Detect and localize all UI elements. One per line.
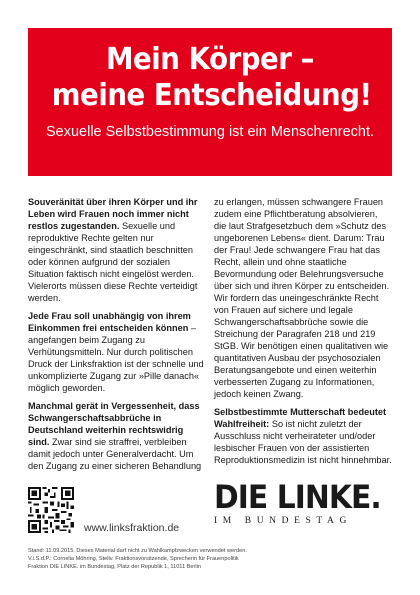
paragraph [28, 310, 204, 394]
paragraph-lead: Jede Frau soll unabhängig von ihrem Einkommen frei entscheiden können [28, 311, 191, 333]
paragraph [214, 196, 392, 400]
subheadline: Sexuelle Selbstbestimmung ist ein Menschenrecht. [45, 124, 375, 140]
imprint-line: Fraktion DIE LINKE. im Bundestag, Platz der Republik 1, 11011 Berlin [28, 564, 201, 570]
paragraph [28, 400, 204, 472]
website-link[interactable]: www.linksfraktion.de [84, 522, 180, 534]
paragraph-lead: Souveränität über ihren Körper und ihr Leben wird Frauen noch immer nicht restlos zugestanden. [28, 197, 198, 231]
paragraph [28, 196, 204, 304]
headline-banner [28, 28, 392, 176]
left-column [28, 196, 204, 478]
paragraph-lead: Manchmal gerät in Vergessenheit, dass Schwangerschaftsabbrüche in Deutschland weiterhin rechtswidrig sind. [28, 401, 200, 447]
headline-line-1: Mein Körper – [106, 42, 314, 77]
imprint-line: V.i.S.d.P.: Cornelia Möhring, Stellv. Fraktionsvorsitzende, Sprecherin für Frauenpolitik [28, 556, 239, 562]
paragraph-lead: Selbstbestimmte Mutterschaft bedeutet Wahlfreiheit: [214, 407, 387, 429]
imprint-line: Stand: 11.09.2015. Dieses Material darf nicht zu Wahlkampfzwecken verwendet werden. [28, 548, 247, 554]
paragraph-text: zu erlangen, müssen schwangere Frauen zudem eine Pflichtberatung absolvieren, die laut Strafgesetzbuch dem »Schutz des ungeborenen Lebens« dient. Darum: Trau der Frau! Jede schwangere Frau hat das Recht, allein und ohne staatliche Bevormundung oder Belehrungsversuche über sich und ihren Körper zu entscheiden. Wir fordern das uneingeschränkte Recht von Frauen auf sichere und legale Schwangerschaftsabbrüche sowie die Streichung der Paragrafen 218 und 219 StGB. Wir benötigen einen qualitativen wie quantitativen Ausbau der psychosozialen Beratungsangebote und einen weiterhin verbesserten Zugang zu Informationen, jedoch keinen Zwang. [214, 197, 390, 399]
die-linke-logo [214, 480, 394, 526]
imprint-footer [28, 547, 328, 571]
paragraph-text: Sexuelle und reproduktive Rechte gelten nur eingeschränkt, sind staatlich beschnitten oder können aufgrund der sozialen Situation faktisch nicht eingelöst werden. Vielerorts müssen diese Rechte verteidigt werden. [28, 221, 198, 303]
headline-line-2: meine Entscheidung! [51, 78, 372, 113]
paragraph-text: Zwar sind sie straffrei, verbleiben damit jedoch unter Generalverdacht. Um den Zugang zu einer sicheren Behandlung [28, 437, 202, 471]
paragraph-text: – angefangen beim Zugang zu Verhütungsmitteln. Nur durch politischen Druck der Linksfraktion ist der schnelle und unkomplizierte Zugang zur »Pille danach« möglich geworden. [28, 323, 204, 393]
right-column [214, 196, 392, 478]
qr-code-icon[interactable] [28, 487, 74, 533]
logo-subline: IM BUNDESTAG [214, 516, 352, 526]
paragraph-text: So ist nicht zuletzt der Ausschluss nicht verheirateter und/oder lesbischer Frauen von der assistierten Reproduktionsmedizin ist nicht hinnehmbar. [214, 419, 392, 465]
logo-wordmark: DIE LINKE. [214, 478, 381, 516]
body-columns [28, 196, 392, 478]
paragraph [214, 406, 392, 466]
